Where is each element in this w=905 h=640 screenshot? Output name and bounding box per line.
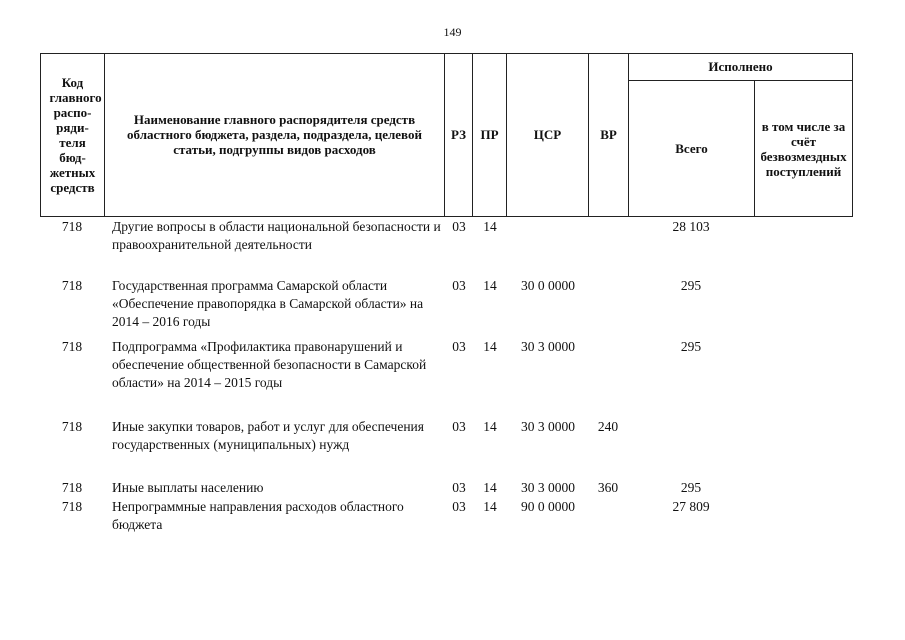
row-code: 718 bbox=[61, 499, 83, 514]
row-total: 295 bbox=[680, 480, 702, 495]
row-total: 27 809 bbox=[672, 499, 710, 514]
page-number: 149 bbox=[443, 25, 462, 39]
row-rz: 03 bbox=[452, 278, 466, 293]
row-vr: 360 bbox=[597, 480, 619, 495]
header-total: Всего bbox=[675, 141, 708, 156]
header-name: Наименование главного распорядителя средств областного бюджета, раздела, подраздела, целевой статьи, подгруппы видов расходов bbox=[127, 112, 422, 157]
row-name: Подпрограмма «Профилактика правонарушений и обеспечение общественной безопасности в Самарской области» на 2014 – 2015 годы bbox=[112, 339, 427, 390]
row-name: Иные закупки товаров, работ и услуг для обеспечения государственных (муниципальных) нужд bbox=[112, 419, 424, 452]
row-pr: 14 bbox=[483, 499, 497, 514]
table-header bbox=[40, 53, 852, 216]
row-total: 295 bbox=[680, 339, 702, 354]
header-code: Код главного распо-ряди-теля бюд-жетных средств bbox=[49, 74, 102, 195]
header-pr: ПР bbox=[480, 127, 499, 142]
row-name: Непрограммные направления расходов областного бюджета bbox=[112, 499, 404, 532]
row-code: 718 bbox=[61, 339, 83, 354]
row-total: 28 103 bbox=[672, 219, 710, 234]
row-pr: 14 bbox=[483, 480, 497, 495]
row-vr: 240 bbox=[597, 419, 619, 434]
header-free: в том числе за счёт безвозмездных поступлений bbox=[760, 118, 847, 179]
row-name: Государственная программа Самарской области «Обеспечение правопорядка в Самарской области» на 2014 – 2016 годы bbox=[112, 278, 424, 329]
row-csr: 30 3 0000 bbox=[521, 419, 575, 434]
row-pr: 14 bbox=[483, 278, 497, 293]
header-csr: ЦСР bbox=[533, 127, 562, 142]
row-rz: 03 bbox=[452, 499, 466, 514]
header-vr: ВР bbox=[600, 127, 617, 142]
row-code: 718 bbox=[61, 219, 83, 234]
row-rz: 03 bbox=[452, 219, 466, 234]
row-code: 718 bbox=[61, 278, 83, 293]
row-pr: 14 bbox=[483, 219, 497, 234]
row-csr: 30 3 0000 bbox=[521, 339, 575, 354]
row-pr: 14 bbox=[483, 419, 497, 434]
row-name: Иные выплаты населению bbox=[112, 480, 264, 495]
row-code: 718 bbox=[61, 419, 83, 434]
row-code: 718 bbox=[61, 480, 83, 495]
row-csr: 30 3 0000 bbox=[521, 480, 575, 495]
row-rz: 03 bbox=[452, 339, 466, 354]
row-csr: 30 0 0000 bbox=[521, 278, 575, 293]
header-rz: РЗ bbox=[451, 127, 466, 142]
row-csr: 90 0 0000 bbox=[521, 499, 575, 514]
header-executed: Исполнено bbox=[708, 59, 773, 74]
row-total: 295 bbox=[680, 278, 702, 293]
row-name: Другие вопросы в области национальной безопасности и правоохранительной деятельности bbox=[112, 219, 441, 252]
row-rz: 03 bbox=[452, 480, 466, 495]
row-rz: 03 bbox=[452, 419, 466, 434]
row-pr: 14 bbox=[483, 339, 497, 354]
